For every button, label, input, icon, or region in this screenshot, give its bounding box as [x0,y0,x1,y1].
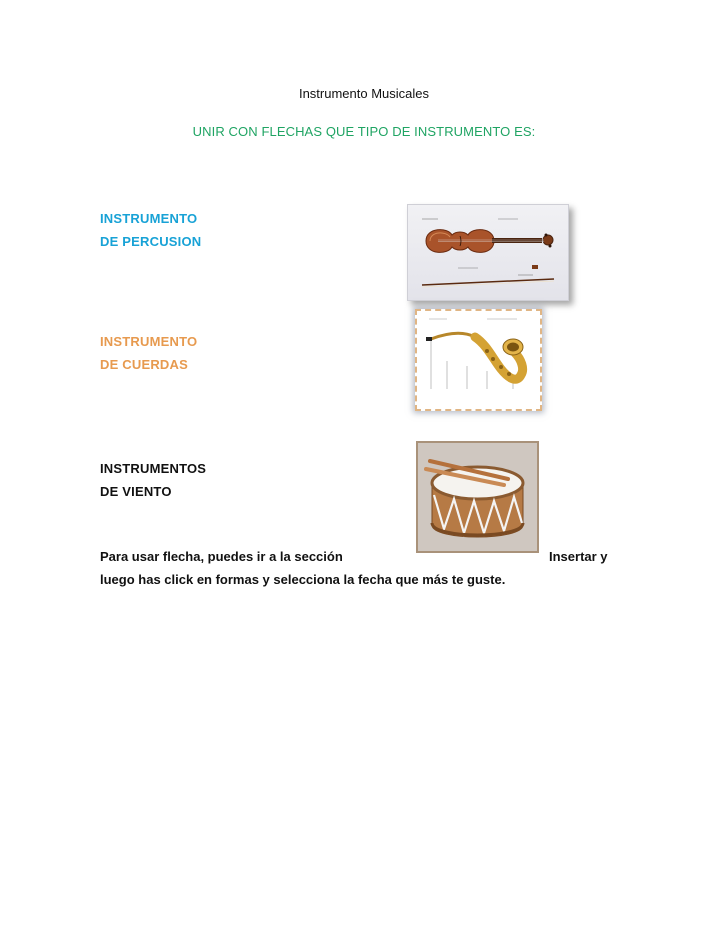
violin-drawing [408,205,568,300]
violin-scroll [543,235,553,245]
instructions-line2: luego has click en formas y selecciona la fecha que más te guste. [100,572,506,587]
saxophone-image[interactable] [415,309,542,411]
saxophone-drawing [417,311,540,409]
label-percussion [100,207,201,253]
page-title: Instrumento Musicales [298,86,430,101]
violin-neck [492,238,542,243]
sax-key [491,357,495,361]
label-strings-line2: DE CUERDAS [100,357,188,372]
sax-key [507,372,511,376]
sax-neck [431,333,475,339]
violin-peg [545,234,548,237]
label-wind [100,457,206,503]
label-percussion-line2: DE PERCUSION [100,234,202,249]
label-percussion-line1: INSTRUMENTO [100,211,198,226]
label-wind-line1: INSTRUMENTOS [100,461,207,476]
sax-key [499,365,503,369]
label-wind-line2: DE VIENTO [100,484,172,499]
violin-rosin [532,265,538,269]
instructions-heading: UNIR CON FLECHAS QUE TIPO DE INSTRUMENTO ES: [192,124,536,139]
label-strings-line1: INSTRUMENTO [100,334,198,349]
label-strings [100,330,197,376]
drum-drawing [418,443,537,551]
instructions-line1-end: Insertar y [549,549,608,564]
drum-image[interactable] [416,441,539,553]
instructions-line1 [100,545,620,568]
violin-peg [549,245,552,248]
instructions-line1-start: Para usar flecha, puedes ir a la sección [100,549,343,564]
sax-key [485,349,489,353]
sax-mouthpiece [426,337,432,341]
instructions-paragraph [100,545,620,591]
violin-image[interactable] [407,204,569,301]
sax-bell-opening [507,343,519,352]
